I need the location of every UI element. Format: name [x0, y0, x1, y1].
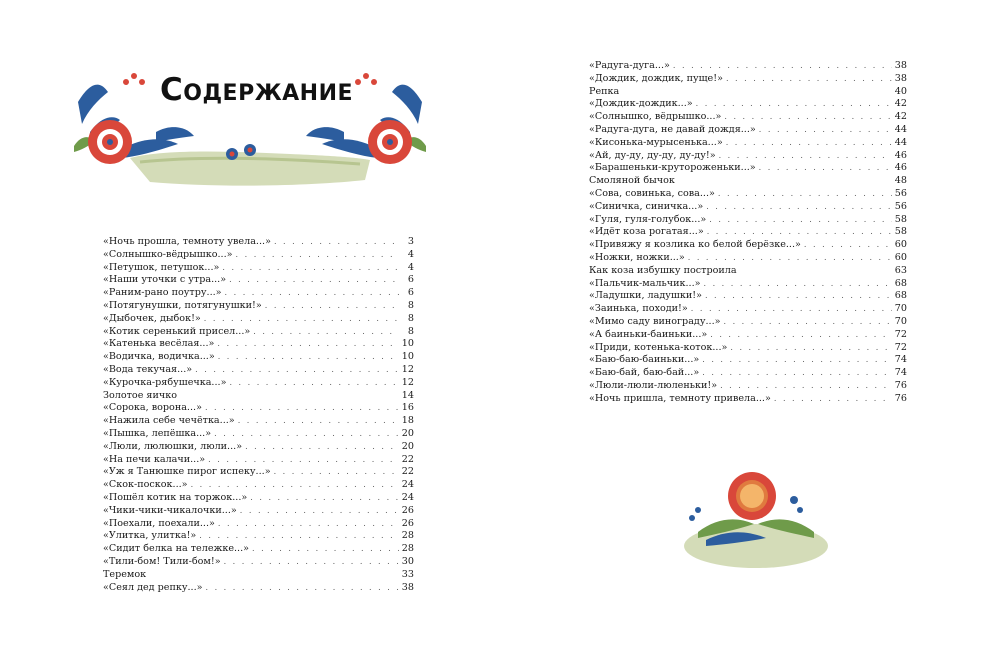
toc-entry-page: 8 — [407, 299, 414, 311]
toc-entry-page: 20 — [401, 440, 414, 452]
toc-entry-page: 10 — [401, 338, 414, 350]
toc-entry — [103, 390, 414, 403]
toc-dot-leader — [730, 342, 891, 355]
toc-dot-leader — [696, 98, 892, 111]
toc-entry — [589, 380, 907, 393]
toc-entry-page: 60 — [894, 251, 907, 263]
toc-entry-title: «Сеял дед репку...» — [103, 581, 203, 593]
toc-entry-page: 16 — [401, 402, 414, 414]
toc-entry — [589, 316, 907, 329]
toc-entry-page: 63 — [894, 264, 907, 276]
toc-entry-page: 28 — [401, 543, 414, 555]
toc-entry — [103, 236, 414, 249]
toc-entry — [589, 201, 907, 214]
toc-dot-leader — [702, 367, 892, 380]
toc-entry-title: Смоляной бычок — [589, 175, 675, 187]
toc-left-column — [103, 236, 414, 594]
toc-entry — [589, 86, 907, 99]
toc-entry-page: 44 — [894, 123, 907, 135]
toc-entry-title: «Водичка, водичка...» — [103, 351, 215, 363]
toc-entry — [589, 239, 907, 252]
toc-entry — [103, 402, 414, 415]
toc-entry-title: «Скок-поскок...» — [103, 479, 188, 491]
toc-entry-page: 42 — [894, 98, 907, 110]
toc-dot-leader — [224, 556, 399, 569]
toc-entry-title: Репка — [589, 85, 620, 97]
toc-entry-title: «Дыбочек, дыбок!» — [103, 312, 201, 324]
toc-dot-leader — [706, 201, 892, 214]
toc-entry-title: «Приди, котенька-коток...» — [589, 341, 728, 353]
toc-entry — [589, 73, 907, 86]
toc-entry-page: 46 — [894, 162, 907, 174]
toc-entry-title: «Заинька, походи!» — [589, 303, 688, 315]
toc-entry — [589, 252, 907, 265]
toc-entry — [589, 188, 907, 201]
toc-dot-leader — [245, 441, 399, 454]
toc-dot-leader — [253, 326, 399, 339]
page-title: Содержание — [160, 72, 354, 108]
toc-entry — [589, 162, 907, 175]
toc-entry-title: «Пошёл котик на торжок...» — [103, 491, 248, 503]
toc-dot-leader — [804, 239, 892, 252]
toc-entry — [589, 137, 907, 150]
toc-entry-title: «Уж я Танюшке пирог испеку...» — [103, 466, 271, 478]
toc-dot-leader — [195, 364, 399, 377]
toc-dot-leader — [208, 454, 399, 467]
toc-dot-leader — [673, 60, 892, 73]
toc-dot-leader — [705, 290, 892, 303]
toc-entry-title: «Синичка, синичка...» — [589, 200, 704, 212]
toc-entry — [103, 454, 414, 467]
toc-dot-leader — [214, 428, 399, 441]
toc-entry-title: «Люли, люлюшки, люли...» — [103, 440, 243, 452]
toc-entry-title: «Курочка-рябушечка...» — [103, 376, 227, 388]
toc-entry-title: «Нажила себе чечётка...» — [103, 415, 235, 427]
toc-dot-leader — [688, 252, 892, 265]
toc-dot-leader — [229, 274, 399, 287]
toc-entry — [103, 505, 414, 518]
toc-entry-title: «Радуга-дуга...» — [589, 60, 670, 71]
toc-dot-leader — [240, 505, 399, 518]
toc-entry-page: 33 — [401, 568, 414, 580]
toc-entry — [589, 226, 907, 239]
toc-dot-leader — [720, 380, 892, 393]
toc-entry-page: 58 — [894, 226, 907, 238]
toc-dot-leader — [704, 278, 892, 291]
toc-entry — [103, 466, 414, 479]
toc-entry-title: «Раним-рано поутру...» — [103, 287, 222, 299]
toc-dot-leader — [191, 479, 399, 492]
toc-entry-page: 58 — [894, 213, 907, 225]
toc-dot-leader — [759, 124, 892, 137]
toc-entry — [589, 393, 907, 406]
toc-dot-leader — [724, 111, 891, 124]
toc-entry — [589, 342, 907, 355]
toc-entry-title: «Ножки, ножки...» — [589, 251, 685, 263]
toc-entry-page: 22 — [401, 453, 414, 465]
toc-dot-leader — [225, 287, 399, 300]
toc-dot-leader — [250, 492, 399, 505]
toc-entry-title: «Дождик-дождик...» — [589, 98, 693, 110]
toc-entry-page: 70 — [894, 315, 907, 327]
toc-entry-title: «Наши уточки с утра...» — [103, 274, 227, 286]
toc-entry — [103, 262, 414, 275]
toc-entry-title: «Пышка, лепёшка...» — [103, 427, 212, 439]
toc-entry-page: 38 — [401, 581, 414, 593]
toc-entry — [589, 150, 907, 163]
toc-entry-title: «Идёт коза рогатая...» — [589, 226, 704, 238]
toc-entry — [589, 329, 907, 342]
toc-entry — [589, 265, 907, 278]
toc-entry-page: 72 — [894, 328, 907, 340]
toc-dot-leader — [709, 214, 892, 227]
toc-entry-page: 68 — [894, 277, 907, 289]
toc-entry — [589, 124, 907, 137]
toc-right-column — [589, 60, 907, 406]
toc-entry-page: 14 — [401, 389, 414, 401]
toc-entry-title: «Дождик, дождик, пуще!» — [589, 72, 723, 84]
toc-entry — [589, 290, 907, 303]
toc-dot-leader — [718, 188, 892, 201]
toc-dot-leader — [702, 354, 892, 367]
toc-entry-title: «Солнышко-вёдрышко...» — [103, 248, 233, 260]
toc-entry — [103, 428, 414, 441]
toc-entry-page: 22 — [401, 466, 414, 478]
toc-entry — [589, 354, 907, 367]
toc-entry-page: 28 — [401, 530, 414, 542]
toc-entry-page: 48 — [894, 175, 907, 187]
toc-entry — [103, 530, 414, 543]
toc-dot-leader — [236, 249, 399, 262]
toc-entry-page: 6 — [407, 287, 414, 299]
toc-entry-page: 8 — [407, 325, 414, 337]
toc-entry — [103, 364, 414, 377]
toc-dot-leader — [218, 518, 399, 531]
toc-dot-leader — [229, 377, 398, 390]
toc-entry-page: 6 — [407, 274, 414, 286]
toc-entry-page: 74 — [894, 367, 907, 379]
toc-entry-title: «Пальчик-мальчик...» — [589, 277, 701, 289]
toc-entry-title: «Кисонька-мурысенька...» — [589, 136, 723, 148]
toc-entry — [589, 278, 907, 291]
toc-entry-page: 24 — [401, 491, 414, 503]
toc-entry-page: 30 — [401, 555, 414, 567]
toc-entry-title: «А баиньки-баиньки...» — [589, 328, 708, 340]
toc-entry-title: «Котик серенький присел...» — [103, 325, 251, 337]
toc-dot-leader — [726, 73, 892, 86]
toc-dot-leader — [204, 313, 399, 326]
toc-entry-page: 4 — [407, 261, 414, 273]
toc-entry-title: «Потягунушки, потягунушки!» — [103, 299, 262, 311]
toc-dot-leader — [252, 543, 399, 556]
toc-entry — [589, 111, 907, 124]
toc-entry-page: 12 — [401, 363, 414, 375]
toc-entry-page: 3 — [407, 236, 414, 247]
toc-entry — [103, 287, 414, 300]
toc-entry-page: 56 — [894, 200, 907, 212]
toc-entry-title: «Улитка, улитка!» — [103, 530, 197, 542]
toc-entry — [103, 479, 414, 492]
toc-entry-title: «Петушок, петушок...» — [103, 261, 220, 273]
toc-entry-page: 40 — [894, 85, 907, 97]
toc-dot-leader — [691, 303, 892, 316]
toc-entry-page: 26 — [401, 504, 414, 516]
toc-entry — [103, 326, 414, 339]
toc-dot-leader — [218, 351, 399, 364]
toc-entry-title: «Солнышко, вёдрышко...» — [589, 111, 722, 123]
toc-entry-title: «Чики-чики-чикалочки...» — [103, 504, 237, 516]
toc-entry — [103, 582, 414, 595]
toc-entry-page: 26 — [401, 517, 414, 529]
toc-dot-leader — [719, 150, 892, 163]
toc-entry-title: «Баю-баю-баиньки...» — [589, 354, 700, 366]
toc-entry-title: «Ночь пришла, темноту привела...» — [589, 392, 771, 404]
toc-dot-leader — [774, 393, 892, 406]
toc-dot-leader — [274, 466, 399, 479]
toc-entry — [103, 556, 414, 569]
toc-entry — [103, 543, 414, 556]
toc-entry — [103, 249, 414, 262]
toc-dot-leader — [724, 316, 892, 329]
toc-dot-leader — [759, 162, 892, 175]
toc-entry — [589, 303, 907, 316]
toc-entry — [103, 377, 414, 390]
toc-entry-page: 12 — [401, 376, 414, 388]
toc-dot-leader — [707, 226, 892, 239]
toc-entry — [103, 274, 414, 287]
toc-entry-title: «Катенька весёлая...» — [103, 338, 215, 350]
toc-entry-page: 8 — [407, 312, 414, 324]
toc-entry-page: 72 — [894, 341, 907, 353]
toc-entry-page: 56 — [894, 187, 907, 199]
sun-ornament — [676, 454, 836, 574]
toc-dot-leader — [265, 300, 399, 313]
toc-entry — [103, 492, 414, 505]
toc-entry-title: «Сова, совинька, сова...» — [589, 187, 715, 199]
toc-entry-title: Золотое яичко — [103, 389, 177, 401]
toc-dot-leader — [274, 236, 399, 249]
toc-entry-title: «Привяжу я козлика ко белой берёзке...» — [589, 239, 801, 251]
toc-entry-page: 20 — [401, 427, 414, 439]
toc-entry-page: 4 — [407, 248, 414, 260]
toc-dot-leader — [206, 582, 399, 595]
toc-entry — [589, 60, 907, 73]
toc-entry-title: «На печи калачи...» — [103, 453, 206, 465]
toc-entry — [103, 518, 414, 531]
toc-entry-page: 24 — [401, 479, 414, 491]
toc-entry-page: 70 — [894, 303, 907, 315]
toc-entry — [103, 338, 414, 351]
toc-entry — [589, 214, 907, 227]
toc-entry-page: 42 — [894, 111, 907, 123]
toc-entry-title: «Вода текучая...» — [103, 363, 193, 375]
toc-entry-title: «Гуля, гуля-голубок...» — [589, 213, 707, 225]
toc-entry-title: «Мимо саду винограду...» — [589, 315, 721, 327]
toc-entry — [103, 415, 414, 428]
toc-entry-page: 68 — [894, 290, 907, 302]
toc-entry-page: 76 — [894, 379, 907, 391]
toc-entry-title: «Радуга-дуга, не давай дождя...» — [589, 123, 756, 135]
toc-dot-leader — [217, 338, 398, 351]
toc-dot-leader — [726, 137, 892, 150]
toc-entry-page: 10 — [401, 351, 414, 363]
toc-entry-title: «Ладушки, ладушки!» — [589, 290, 702, 302]
toc-dot-leader — [205, 402, 399, 415]
toc-entry-page: 76 — [894, 392, 907, 404]
toc-entry-title: «Баю-бай, баю-бай...» — [589, 367, 700, 379]
toc-entry-page: 60 — [894, 239, 907, 251]
toc-dot-leader — [199, 530, 398, 543]
toc-entry-page: 18 — [401, 415, 414, 427]
toc-entry-page: 44 — [894, 136, 907, 148]
toc-entry-title: «Поехали, поехали...» — [103, 517, 215, 529]
toc-entry — [589, 367, 907, 380]
toc-entry — [103, 569, 414, 582]
toc-entry-title: «Барашеньки-крутороженьки...» — [589, 162, 756, 174]
toc-entry-title: Теремок — [103, 568, 147, 580]
toc-entry-title: «Сорока, ворона...» — [103, 402, 202, 414]
toc-dot-leader — [238, 415, 399, 428]
toc-entry-title: Как коза избушку построила — [589, 264, 737, 276]
toc-dot-leader — [222, 262, 399, 275]
toc-dot-leader — [710, 329, 892, 342]
toc-entry-title: «Тили-бом! Тили-бом!» — [103, 555, 221, 567]
toc-entry-page: 38 — [894, 72, 907, 84]
toc-entry-title: «Ай, ду-ду, ду-ду, ду-ду!» — [589, 149, 716, 161]
toc-entry-title: «Сидит белка на тележке...» — [103, 543, 250, 555]
toc-entry-page: 74 — [894, 354, 907, 366]
toc-entry-title: «Ночь прошла, темноту увела...» — [103, 236, 271, 247]
toc-entry-page: 46 — [894, 149, 907, 161]
toc-entry — [589, 98, 907, 111]
toc-entry-title: «Люли-люли-люленьки!» — [589, 379, 718, 391]
toc-entry — [589, 175, 907, 188]
toc-entry — [103, 441, 414, 454]
toc-entry — [103, 351, 414, 364]
toc-entry — [103, 300, 414, 313]
toc-entry — [103, 313, 414, 326]
toc-entry-page: 38 — [894, 60, 907, 71]
